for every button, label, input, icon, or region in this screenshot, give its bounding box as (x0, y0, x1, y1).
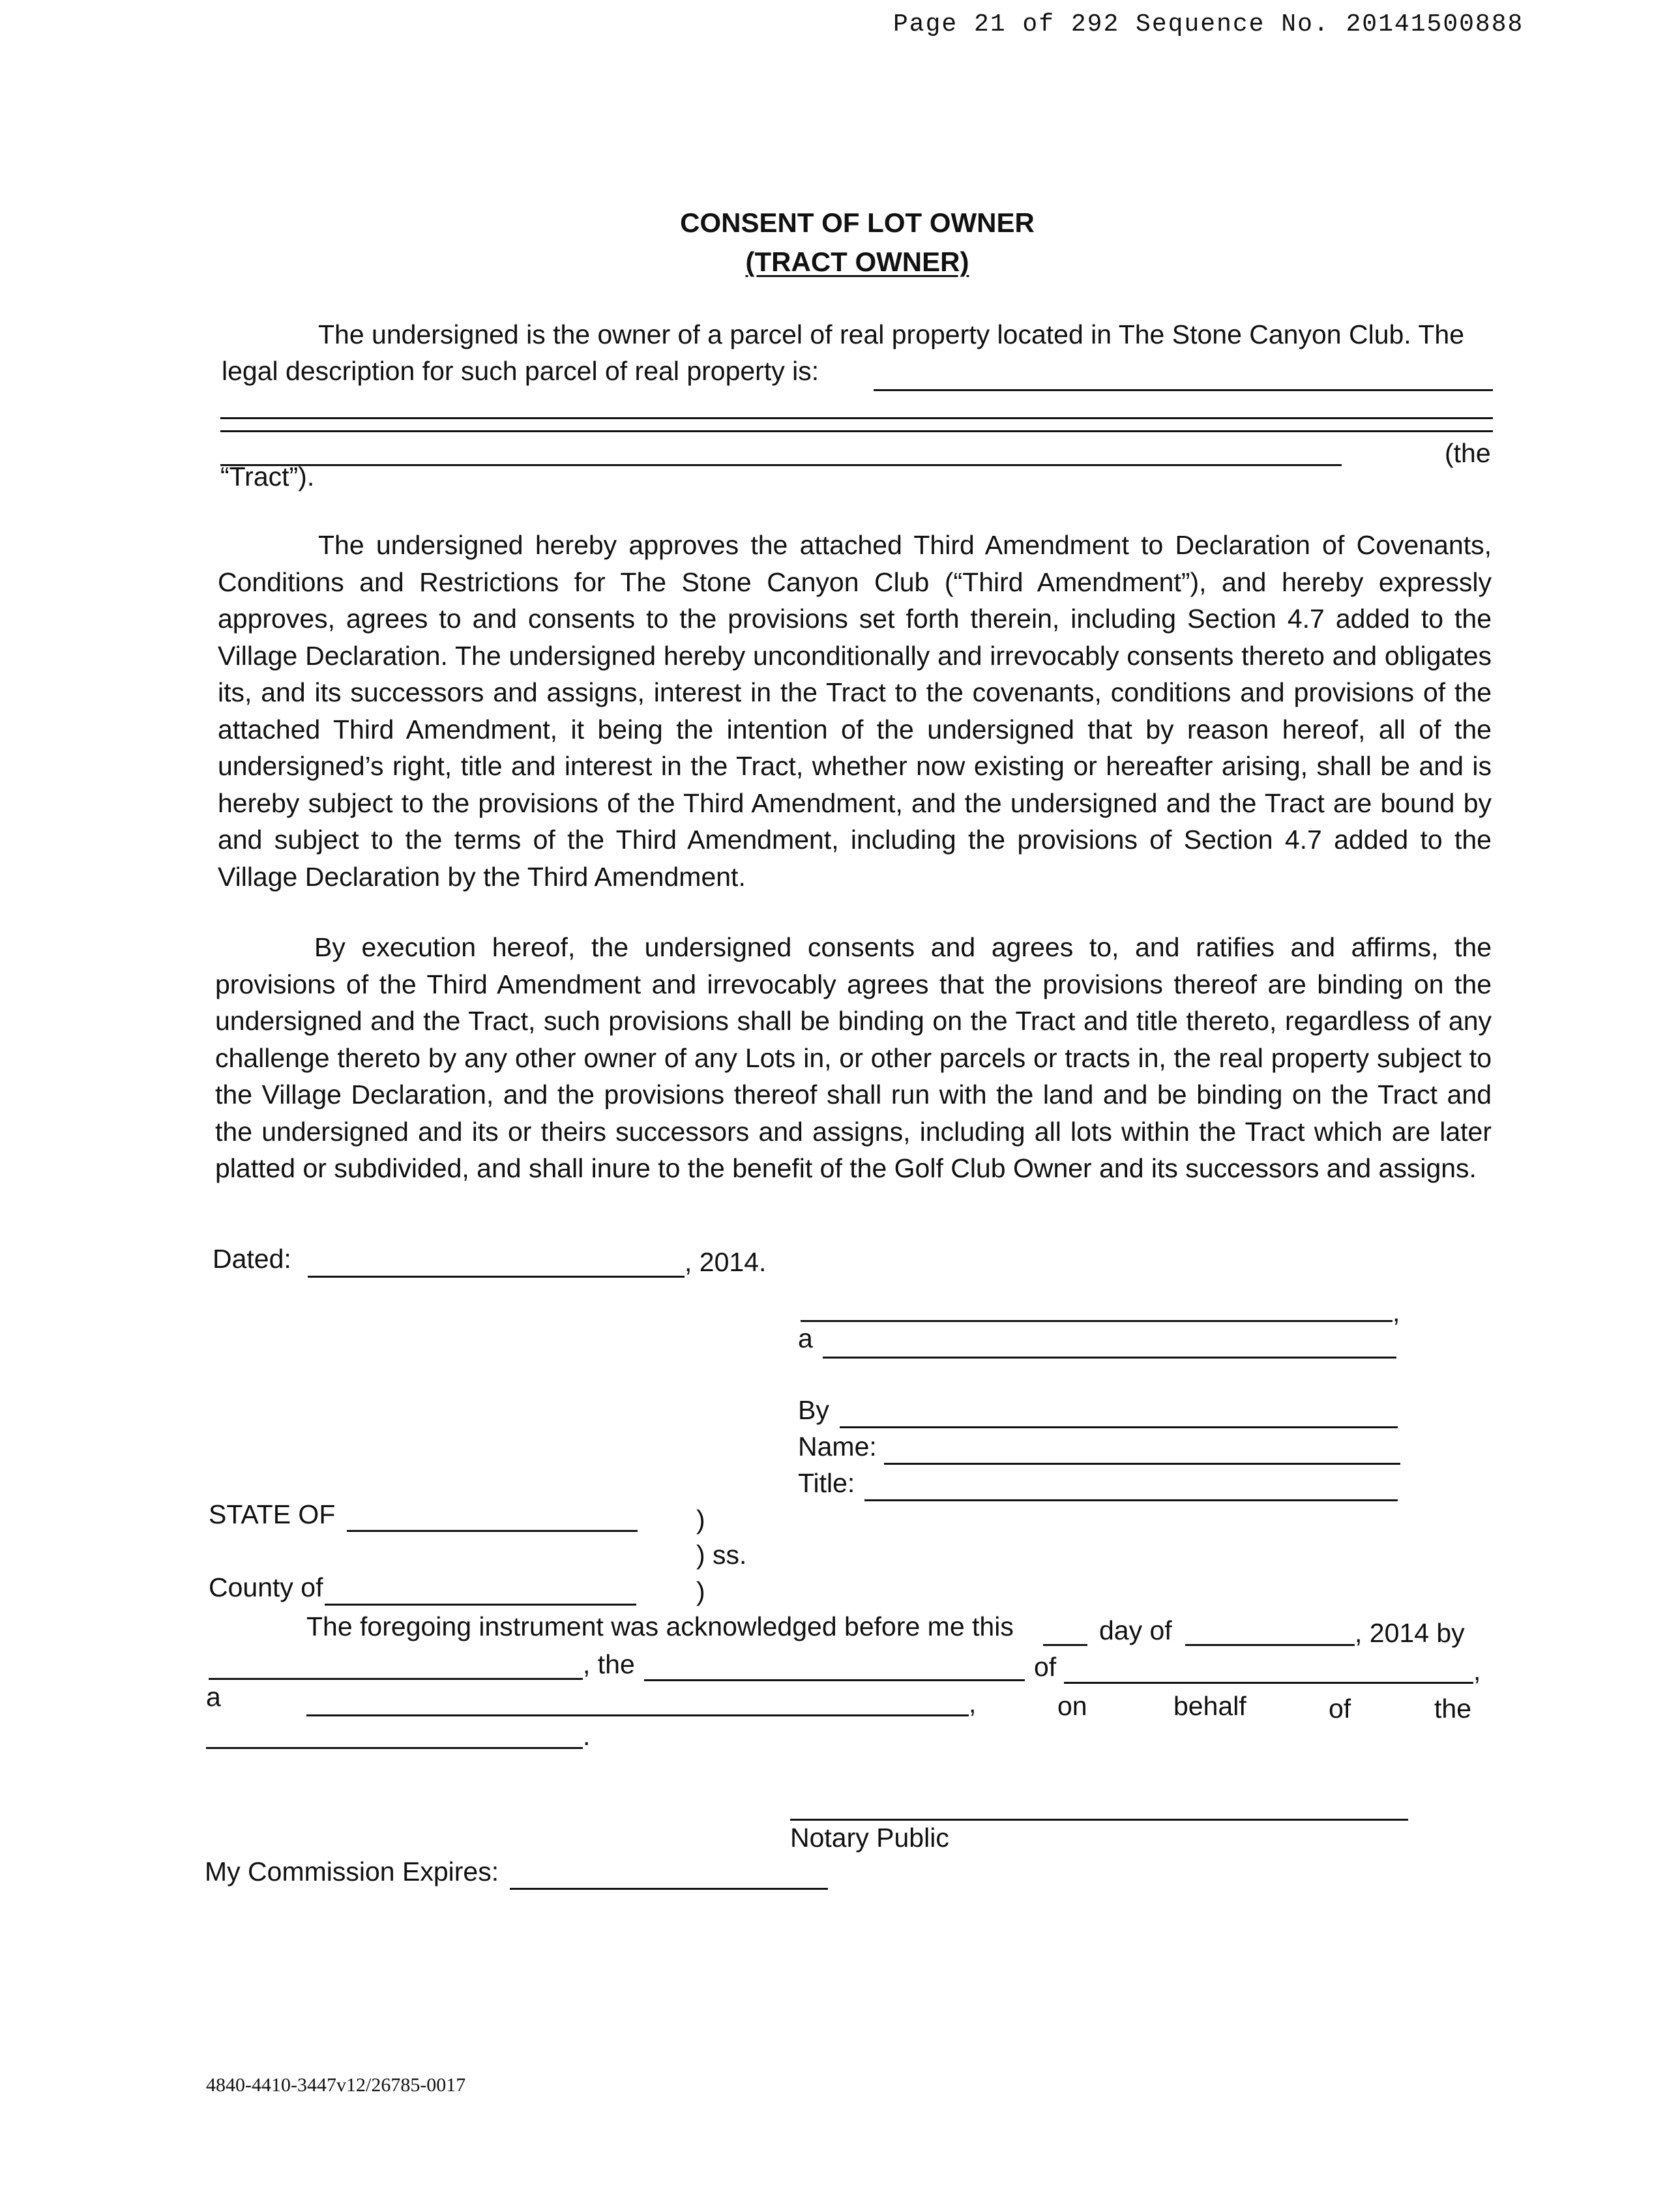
entity-type-line[interactable] (823, 1357, 1396, 1359)
dated-label: Dated: (213, 1244, 291, 1274)
legal-description-line-4[interactable] (220, 464, 1342, 466)
ack-signer-line[interactable] (209, 1678, 583, 1680)
venue-ss: ) ss. (696, 1540, 747, 1570)
name-line[interactable] (884, 1463, 1400, 1465)
intro-line-1: The undersigned is the owner of a parcel of real property located in The Stone Canyon Club. The (318, 319, 1464, 349)
document-subtitle (531, 246, 1183, 278)
title-line[interactable] (864, 1499, 1398, 1501)
commission-expires-label: My Commission Expires: (205, 1857, 499, 1887)
ack-entity-line[interactable] (1064, 1682, 1473, 1684)
name-label: Name: (798, 1432, 877, 1462)
ack-on: on (1057, 1691, 1087, 1721)
ack-behalf: behalf (1173, 1691, 1246, 1721)
legal-description-line-2[interactable] (220, 417, 1493, 419)
ack-month-line[interactable] (1185, 1644, 1355, 1646)
notary-public-label: Notary Public (790, 1823, 949, 1853)
dated-year: , 2014. (685, 1247, 767, 1277)
ack-day-line[interactable] (1043, 1644, 1087, 1646)
ack-a: a (206, 1682, 221, 1712)
county-line[interactable] (325, 1604, 636, 1606)
page-sequence-header: Page 21 of 292 Sequence No. 20141500888 (893, 10, 1524, 38)
ack-line-3-comma: , (969, 1688, 977, 1718)
tract-definition: “Tract”). (220, 462, 315, 492)
by-signature-line[interactable] (840, 1426, 1398, 1428)
document-id-footer: 4840-4410-3447v12/26785-0017 (206, 2074, 466, 2096)
owner-name-comma: , (1393, 1297, 1400, 1327)
ack-of-2: of (1329, 1694, 1351, 1724)
intro-line-2: legal description for such parcel of real property is: (222, 356, 819, 386)
county-of-label: County of (209, 1572, 323, 1602)
ack-of: of (1034, 1652, 1057, 1682)
ack-the-2: the (1434, 1694, 1471, 1724)
ack-day-of: day of (1099, 1615, 1172, 1645)
ack-entity-type-line[interactable] (306, 1714, 969, 1716)
by-label: By (798, 1395, 829, 1425)
ack-the: , the (583, 1649, 635, 1679)
ack-principal-line[interactable] (206, 1747, 583, 1749)
dated-line[interactable] (308, 1276, 685, 1278)
state-line[interactable] (347, 1530, 638, 1532)
ack-year-by: , 2014 by (1355, 1618, 1465, 1648)
the-open-paren: (the (1445, 438, 1491, 468)
ack-period: . (583, 1721, 591, 1751)
approval-paragraph: The undersigned hereby approves the attached Third Amendment to Declaration of Covenants, Conditions and Restrictions for The Stone Canyon Club (“Third Amendment”), and hereby expressly approves, agrees to and consents to the provisions set forth therein, including Section 4.7 added to the Village Declaration. The undersigned hereby unconditionally and irrevocably consents thereto and obligates its, and its successors and assigns, interest in the Tract to the covenants, conditions and provisions of the attached Third Amendment, it being the intention of the undersigned that by reason hereof, all of the undersigned’s right, title and interest in the Tract, whether now existing or hereafter arising, shall be and is hereby subject to the provisions of the Third Amendment, and the undersigned and the Tract are bound by and subject to the terms of the Third Amendment, including the provisions of Section 4.7 added to the Village Declaration by the Third Amendment. (218, 530, 1492, 892)
document-title: CONSENT OF LOT OWNER (680, 207, 1035, 238)
title-label: Title: (798, 1468, 855, 1498)
venue-paren-2: ) (696, 1576, 705, 1606)
legal-description-line-1[interactable] (874, 389, 1493, 391)
ack-capacity-line[interactable] (644, 1679, 1025, 1681)
owner-name-line[interactable] (801, 1320, 1393, 1322)
notary-signature-line[interactable] (790, 1819, 1408, 1821)
entity-a-label: a (798, 1323, 813, 1353)
execution-paragraph: By execution hereof, the undersigned consents and agrees to, and ratifies and affirms, the provisions of the Third Amendment and irrevocably agrees that the provisions thereof are binding on the undersigned and the Tract, such provisions shall be binding on the Tract and title thereto, regardless of any challenge thereto by any other owner of any Lots in, or other parcels or tracts in, the real property subject to the Village Declaration, and the provisions thereof shall run with the land and be binding on the Tract and the undersigned and its or theirs successors and assigns, including all lots within the Tract which are later platted or subdivided, and shall inure to the benefit of the Golf Club Owner and its successors and assigns. (215, 932, 1492, 1183)
commission-expires-line[interactable] (510, 1888, 828, 1890)
ack-line-1-text: The foregoing instrument was acknowledged before me this (306, 1611, 1014, 1641)
legal-description-line-3[interactable] (220, 430, 1493, 432)
state-of-label: STATE OF (209, 1499, 336, 1529)
ack-line-2-comma: , (1473, 1656, 1481, 1686)
document-subtitle-text: (TRACT OWNER) (745, 246, 969, 277)
venue-paren-1: ) (696, 1505, 705, 1535)
